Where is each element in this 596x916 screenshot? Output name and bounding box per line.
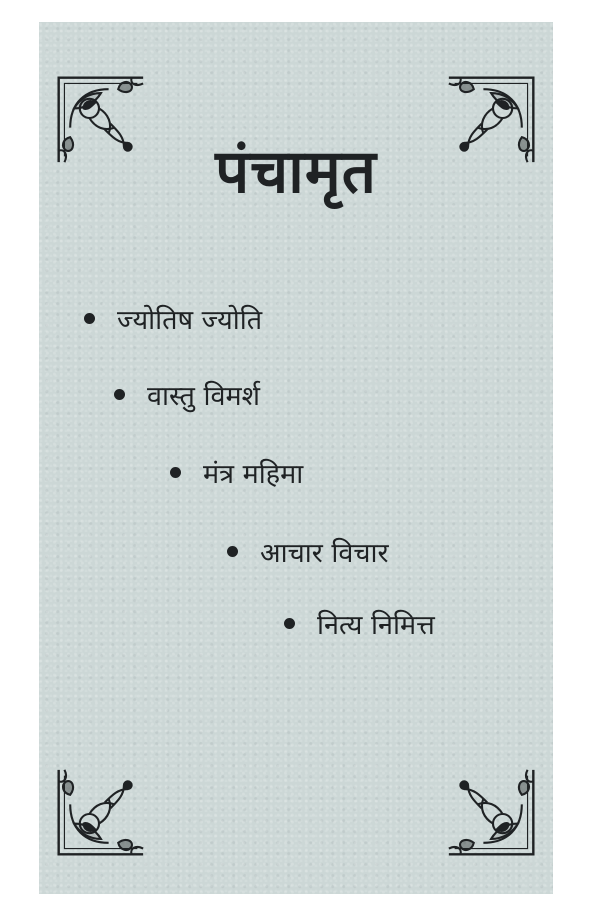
list-item xyxy=(84,300,262,337)
list-item-label: मंत्र महिमा xyxy=(203,459,304,490)
bullet-icon xyxy=(114,389,125,400)
list-item-label: ज्योतिष ज्योति xyxy=(117,305,263,336)
bullet-icon xyxy=(227,546,238,557)
list-item xyxy=(227,533,389,570)
bullet-icon xyxy=(170,467,181,478)
list-item xyxy=(284,605,435,642)
page-title: पंचामृत xyxy=(215,137,377,207)
floral-corner-ornament-icon xyxy=(445,766,541,862)
book-page xyxy=(39,22,553,894)
list-item-label: नित्य निमित्त xyxy=(317,610,435,641)
list-item xyxy=(114,376,260,413)
list-item-label: आचार विचार xyxy=(260,538,389,569)
list-item xyxy=(170,454,303,491)
floral-corner-ornament-icon xyxy=(51,766,147,862)
bullet-icon xyxy=(284,618,295,629)
list-item-label: वास्तु विमर्श xyxy=(147,381,260,412)
bullet-icon xyxy=(84,313,95,324)
